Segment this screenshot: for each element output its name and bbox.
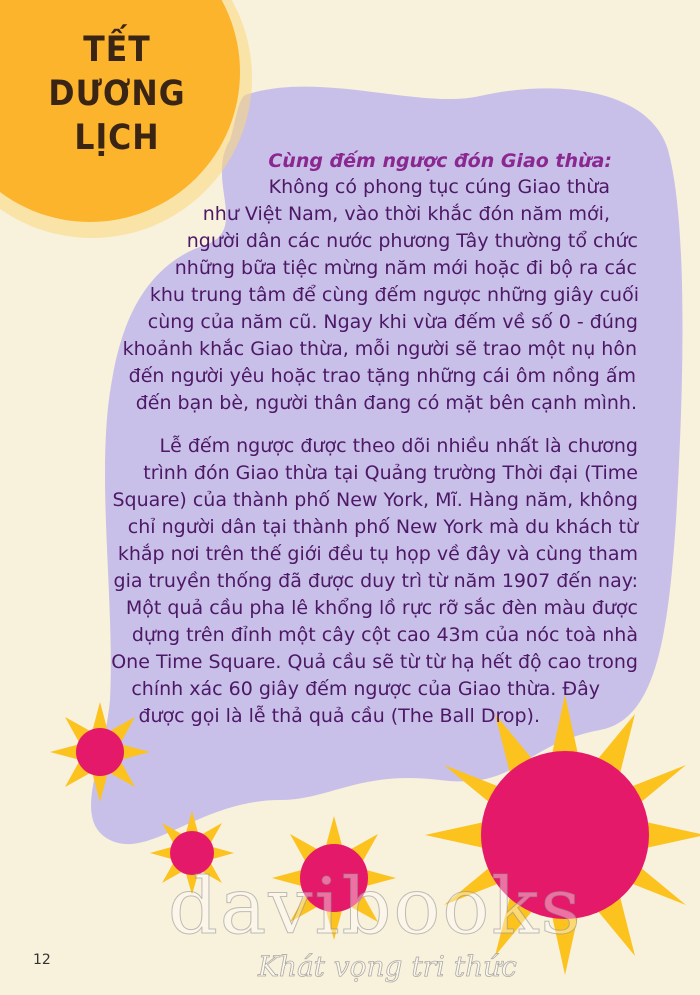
paragraph-1-line: đến bạn bè, người thân đang có mặt bên cạnh mình. <box>135 392 637 414</box>
paragraph-2-line: trình đón Giao thừa tại Quảng trường Thời đại (Time <box>143 462 638 484</box>
section-title-line-3: LỊCH <box>74 118 160 158</box>
paragraph-1-line: Không có phong tục cúng Giao thừa <box>268 176 610 198</box>
paragraph-1-line: như Việt Nam, vào thời khắc đón năm mới, <box>202 203 610 225</box>
article-heading: Cùng đếm ngược đón Giao thừa: <box>268 150 612 172</box>
paragraph-1-line: những bữa tiệc mừng năm mới hoặc đi bộ ra các <box>174 257 637 279</box>
paragraph-1-line: đến người yêu hoặc trao tặng những cái ôm nồng ấm <box>128 365 636 387</box>
paragraph-2-line: One Time Square. Quả cầu sẽ từ từ hạ hết độ cao trong <box>111 651 638 673</box>
paragraph-1-line: khu trung tâm để cùng đếm ngược những giây cuối <box>149 284 639 306</box>
paragraph-2-line: chỉ người dân tại thành phố New York mà du khách từ <box>127 516 638 538</box>
paragraph-2-line: gia truyền thống đã được duy trì từ năm 1907 đến nay: <box>113 570 638 592</box>
watermark-tagline: Khát vọng tri thức <box>258 950 517 983</box>
paragraph-2-line: Square) của thành phố New York, Mĩ. Hàng năm, không <box>112 489 638 511</box>
page-number: 12 <box>33 952 51 968</box>
watermark-brand: davibooks <box>168 862 583 952</box>
paragraph-2-line: được gọi là lễ thả quả cầu (The Ball Drop). <box>138 705 540 727</box>
paragraph-2-line: khắp nơi trên thế giới đều tụ họp về đây và cùng tham <box>117 543 638 565</box>
paragraph-2-line: Một quả cầu pha lê khổng lồ rực rỡ sắc đèn màu được <box>125 597 638 619</box>
paragraph-1-line: cùng của năm cũ. Ngay khi vừa đếm về số 0 - đúng <box>147 311 638 333</box>
section-title-line-2: DƯƠNG <box>48 74 186 114</box>
paragraph-1-line: người dân các nước phương Tây thường tổ chức <box>186 230 638 252</box>
paragraph-2-line: dựng trên đỉnh một cây cột cao 43m của nóc toà nhà <box>131 624 638 646</box>
section-title-line-1: TẾT <box>83 30 151 70</box>
paragraph-1-line: khoảnh khắc Giao thừa, mỗi người sẽ trao một nụ hôn <box>122 338 637 360</box>
paragraph-2-line: Lễ đếm ngược được theo dõi nhiều nhất là chương <box>159 435 638 457</box>
paragraph-2-line: chính xác 60 giây đếm ngược của Giao thừa. Đây <box>131 678 600 700</box>
